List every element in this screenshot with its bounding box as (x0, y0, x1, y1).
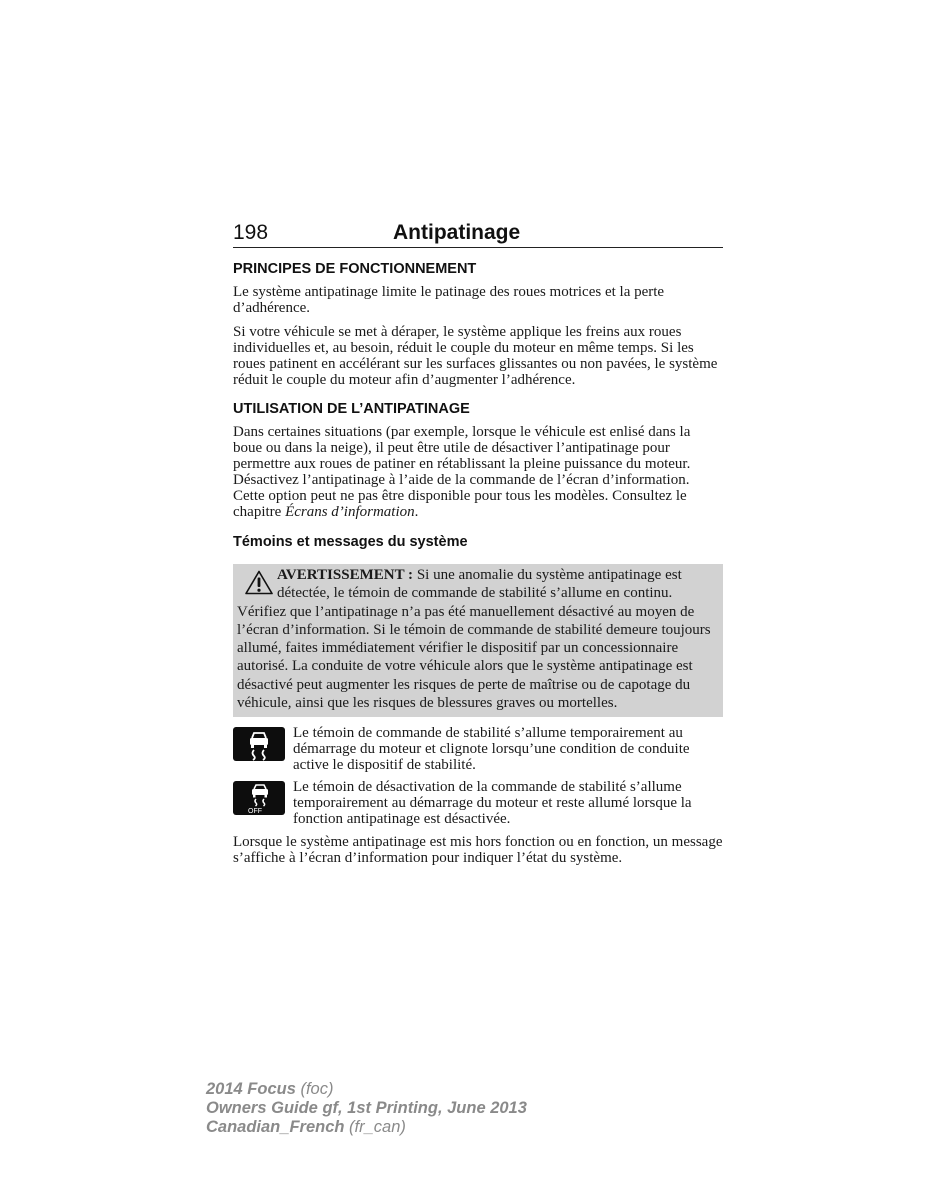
footer-line-3 (206, 1118, 527, 1137)
paragraph-usage (233, 424, 723, 520)
indicator-stability-text: Le témoin de commande de stabilité s’allume temporairement au démarrage du moteur et clignote lorsqu’une condition de conduite active le dispositif de stabilité. (293, 725, 690, 774)
section-heading-principles: PRINCIPES DE FONCTIONNEMENT (233, 261, 477, 277)
footer-model-code: (foc) (295, 1080, 334, 1098)
stability-control-off-icon (233, 781, 285, 815)
footer-line-2 (206, 1099, 527, 1118)
off-badge: OFF (248, 808, 262, 816)
indicator-stability-off-text: Le témoin de désactivation de la commande de stabilité s’allume temporairement au démarrage du moteur et reste allumé lorsque la fonction antipatinage est désactivée. (293, 779, 692, 828)
usage-text: Dans certaines situations (par exemple, lorsque le véhicule est enlisé dans la boue ou dans la neige), il peut être utile de désactiver l’antipatinage pour permettre aux roues de patiner en rétablissant la pleine puissance du moteur. Désactivez l’antipatinage à l’aide de la commande de l’écran d’information. Cette option peut ne pas être disponible pour tous les modèles. Consultez le chapitre (233, 424, 691, 520)
footer-line-1 (206, 1080, 527, 1099)
footer-model: 2014 Focus (206, 1080, 296, 1098)
paragraph-closing: Lorsque le système antipatinage est mis hors fonction ou en fonction, un message s’affiche à l’écran d’information pour indiquer l’état du système. (233, 834, 723, 867)
page-number: 198 (233, 221, 269, 244)
footer-language: Canadian_French (206, 1118, 345, 1136)
warning-label: AVERTISSEMENT : (277, 567, 414, 583)
page-title: Antipatinage (393, 221, 521, 244)
indicator-stability-off-row (233, 779, 723, 827)
paragraph-principles-1: Le système antipatinage limite le patinage des roues motrices et la perte d’adhérence. (233, 284, 665, 316)
warning-triangle-icon (237, 570, 277, 600)
footer-printing: Owners Guide gf, 1st Printing, June 2013 (206, 1099, 527, 1117)
warning-text: Si une anomalie du système antipatinage est détectée, le témoin de commande de stabilité s’allume en continu. Vérifiez que l’antipatinage n’a pas été manuellement désactivé au moyen de l’écran d’information. Si le témoin de commande de stabilité demeure toujours allumé, faites immédiatement vérifier le dispositif par un concessionnaire autorisé. La conduite de votre véhicule alors que le système antipatinage est désactivé peut augmenter les risques de perte de maîtrise ou de capotage du véhicule, ainsi que les risques de blessures graves ou mortelles. (237, 567, 711, 712)
section-heading-indicators: Témoins et messages du système (233, 534, 468, 550)
chapter-reference: Écrans d’information (285, 504, 415, 520)
print-footer (206, 1080, 527, 1137)
page-header (233, 222, 723, 248)
paragraph-principles-2: Si votre véhicule se met à déraper, le système applique les freins aux roues individuelles et, au besoin, réduit le couple du moteur en même temps. Si les roues patinent en accélérant sur les surfaces glissantes ou non pavées, le système réduit le couple du moteur afin d’augmenter l’adhérence. (233, 324, 718, 388)
section-heading-usage: UTILISATION DE L’ANTIPATINAGE (233, 401, 470, 417)
stability-control-icon (233, 727, 285, 761)
warning-box (233, 564, 723, 717)
manual-page (233, 222, 723, 866)
footer-language-code: (fr_can) (344, 1118, 406, 1136)
indicator-stability-row (233, 725, 723, 773)
usage-text-end: . (414, 504, 419, 520)
